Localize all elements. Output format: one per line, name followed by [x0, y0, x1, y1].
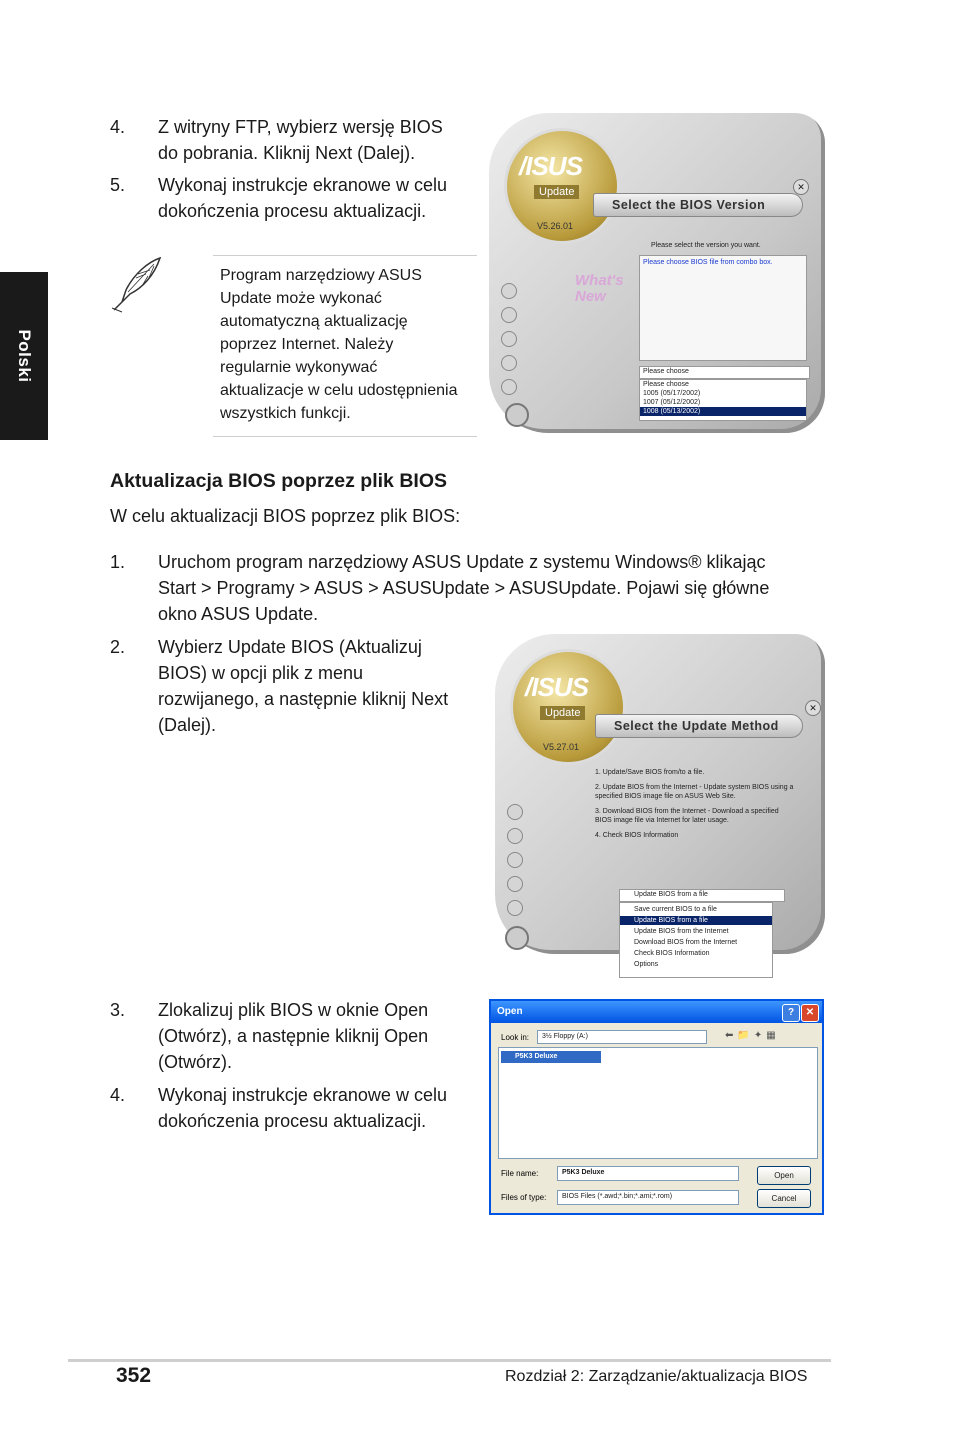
file-name-input[interactable]: P5K3 Deluxe: [557, 1166, 739, 1181]
look-in-combo[interactable]: 3½ Floppy (A:): [537, 1030, 707, 1044]
open-button[interactable]: Open: [757, 1166, 811, 1185]
note-line: wszystkich funkcji.: [220, 405, 351, 422]
note-line: regularnie wykonywać: [220, 359, 378, 376]
window-title: Select the BIOS Version: [593, 193, 803, 217]
asus-logo-subtitle: Update: [540, 706, 585, 720]
step-text-line: BIOS) w opcji plik z menu: [158, 663, 364, 683]
cancel-button[interactable]: Cancel: [757, 1189, 811, 1208]
feather-pen-icon: [108, 254, 168, 314]
note-line: poprzez Internet. Należy: [220, 336, 394, 353]
dropdown-option-selected[interactable]: 1008 (05/13/2002): [640, 407, 806, 416]
open-file-dialog: [489, 999, 824, 1215]
file-item-selected[interactable]: P5K3 Deluxe: [501, 1051, 601, 1063]
toolbar-icons[interactable]: ⬅📁✦▦: [725, 1030, 780, 1041]
asus-logo-subtitle: Update: [534, 185, 579, 199]
note-line: automatyczną aktualizację: [220, 313, 408, 330]
page-number: 352: [116, 1364, 152, 1387]
dropdown-option[interactable]: Please choose: [643, 381, 689, 388]
version-label: V5.26.01: [537, 221, 574, 231]
side-button[interactable]: [501, 283, 517, 299]
version-label: V5.27.01: [543, 742, 580, 752]
side-button[interactable]: [501, 331, 517, 347]
dropdown-option[interactable]: Options: [634, 961, 659, 968]
step-number: 4.: [110, 117, 126, 137]
step-text-line: do pobrania. Kliknij Next (Dalej).: [158, 143, 416, 163]
power-button-icon[interactable]: [505, 403, 529, 427]
step-4-top: [110, 114, 490, 170]
dropdown-option[interactable]: 1007 (05/12/2002): [643, 399, 701, 406]
method-item: 1. Update/Save BIOS from/to a file.: [595, 769, 705, 776]
side-button[interactable]: [501, 379, 517, 395]
step-number: 3.: [110, 1000, 126, 1020]
bios-list-box[interactable]: [639, 255, 807, 361]
dropdown-option[interactable]: Save current BIOS to a file: [634, 906, 717, 913]
step-text-line: (Dalej).: [158, 715, 217, 735]
step-text-line: Wybierz Update BIOS (Aktualizuj: [158, 637, 422, 657]
side-button[interactable]: [507, 804, 523, 820]
note-line: Update może wykonać: [220, 290, 382, 307]
window-title: Select the Update Method: [595, 714, 803, 738]
section-heading: Aktualizacja BIOS poprzez plik BIOS: [110, 470, 447, 492]
side-button[interactable]: [507, 876, 523, 892]
step-text-line: (Otwórz).: [158, 1052, 232, 1072]
dropdown-option[interactable]: Download BIOS from the Internet: [634, 939, 738, 946]
file-name-label: File name:: [501, 1169, 539, 1178]
chapter-title: Rozdział 2: Zarządzanie/aktualizacja BIOS: [505, 1368, 808, 1385]
asus-update-bios-version-screenshot: [489, 113, 825, 433]
step-text-line: Zlokalizuj plik BIOS w oknie Open: [158, 1000, 429, 1020]
look-in-label: Look in:: [501, 1033, 530, 1042]
side-button-strip: [501, 283, 519, 403]
side-button[interactable]: [507, 828, 523, 844]
note-line: aktualizacje w celu udostępnienia: [220, 382, 458, 399]
step-3: [110, 997, 490, 1077]
step-text-line: Wykonaj instrukcje ekranowe w celu: [158, 1085, 447, 1105]
method-item: 3. Download BIOS from the Internet - Download a specified BIOS image file via Internet for later usage.: [595, 808, 779, 824]
bios-version-dropdown[interactable]: [639, 379, 807, 421]
side-button[interactable]: [507, 900, 523, 916]
dialog-title: Open: [491, 1001, 822, 1023]
side-button-strip: [507, 804, 525, 924]
power-button-icon[interactable]: [505, 926, 529, 950]
update-method-combo[interactable]: Update BIOS from a file: [619, 889, 785, 902]
close-icon[interactable]: ✕: [805, 700, 821, 716]
list-header: Please choose BIOS file from combo box.: [643, 259, 773, 266]
step-2: [110, 634, 490, 740]
step-text-line: dokończenia procesu aktualizacji.: [158, 201, 427, 221]
files-of-type-combo[interactable]: BIOS Files (*.awd;*.bin;*.ami;*.rom): [557, 1190, 739, 1205]
update-method-dropdown[interactable]: [619, 902, 773, 978]
close-icon[interactable]: ✕: [801, 1004, 819, 1022]
whats-new-label: What's New: [575, 272, 624, 305]
dropdown-option[interactable]: Update BIOS from the Internet: [634, 928, 729, 935]
file-list[interactable]: [498, 1047, 818, 1159]
step-text-line: Uruchom program narzędziowy ASUS Update z systemu Windows® klikając: [158, 552, 766, 572]
side-button[interactable]: [501, 307, 517, 323]
step-number: 5.: [110, 175, 126, 195]
step-text-line: rozwijanego, a następnie kliknij Next: [158, 689, 449, 709]
step-text-line: Wykonaj instrukcje ekranowe w celu: [158, 175, 447, 195]
language-label: Polski: [15, 329, 34, 383]
close-icon[interactable]: ✕: [793, 179, 809, 195]
language-side-tab: [0, 272, 48, 440]
step-number: 1.: [110, 552, 126, 572]
bios-version-combo[interactable]: Please choose: [639, 366, 810, 379]
asus-update-method-screenshot: [495, 634, 825, 968]
step-4: [110, 1082, 490, 1138]
dropdown-option[interactable]: 1005 (05/17/2002): [643, 390, 701, 397]
note-text: [220, 264, 478, 425]
files-of-type-label: Files of type:: [501, 1193, 547, 1202]
method-item: 2. Update BIOS from the Internet - Update system BIOS using a specified BIOS image file on ASUS Web Site.: [595, 784, 794, 800]
step-number: 2.: [110, 637, 126, 657]
step-number: 4.: [110, 1085, 126, 1105]
side-button[interactable]: [507, 852, 523, 868]
method-item: 4. Check BIOS Information: [595, 832, 679, 839]
side-button[interactable]: [501, 355, 517, 371]
prompt-text: Please select the version you want.: [651, 242, 761, 249]
method-list: [595, 768, 795, 840]
note-line: Program narzędziowy ASUS: [220, 267, 422, 284]
step-1: [110, 549, 850, 629]
step-text-line: okno ASUS Update.: [158, 604, 319, 624]
step-text-line: Z witryny FTP, wybierz wersję BIOS: [158, 117, 443, 137]
step-text-line: (Otwórz), a następnie kliknij Open: [158, 1026, 429, 1046]
dropdown-option[interactable]: Check BIOS Information: [634, 950, 710, 957]
step-text-line: Start > Programy > ASUS > ASUSUpdate > ASUSUpdate. Pojawi się główne: [158, 578, 770, 598]
step-text-line: dokończenia procesu aktualizacji.: [158, 1111, 427, 1131]
step-5-top: [110, 172, 490, 228]
section-intro: W celu aktualizacji BIOS poprzez plik BIOS:: [110, 506, 461, 526]
footer-divider: [68, 1359, 831, 1362]
asus-logo: /ISUS: [525, 672, 588, 702]
dropdown-option-selected[interactable]: Update BIOS from a file: [620, 916, 772, 925]
help-icon[interactable]: ?: [782, 1004, 800, 1022]
asus-logo: /ISUS: [519, 151, 582, 181]
